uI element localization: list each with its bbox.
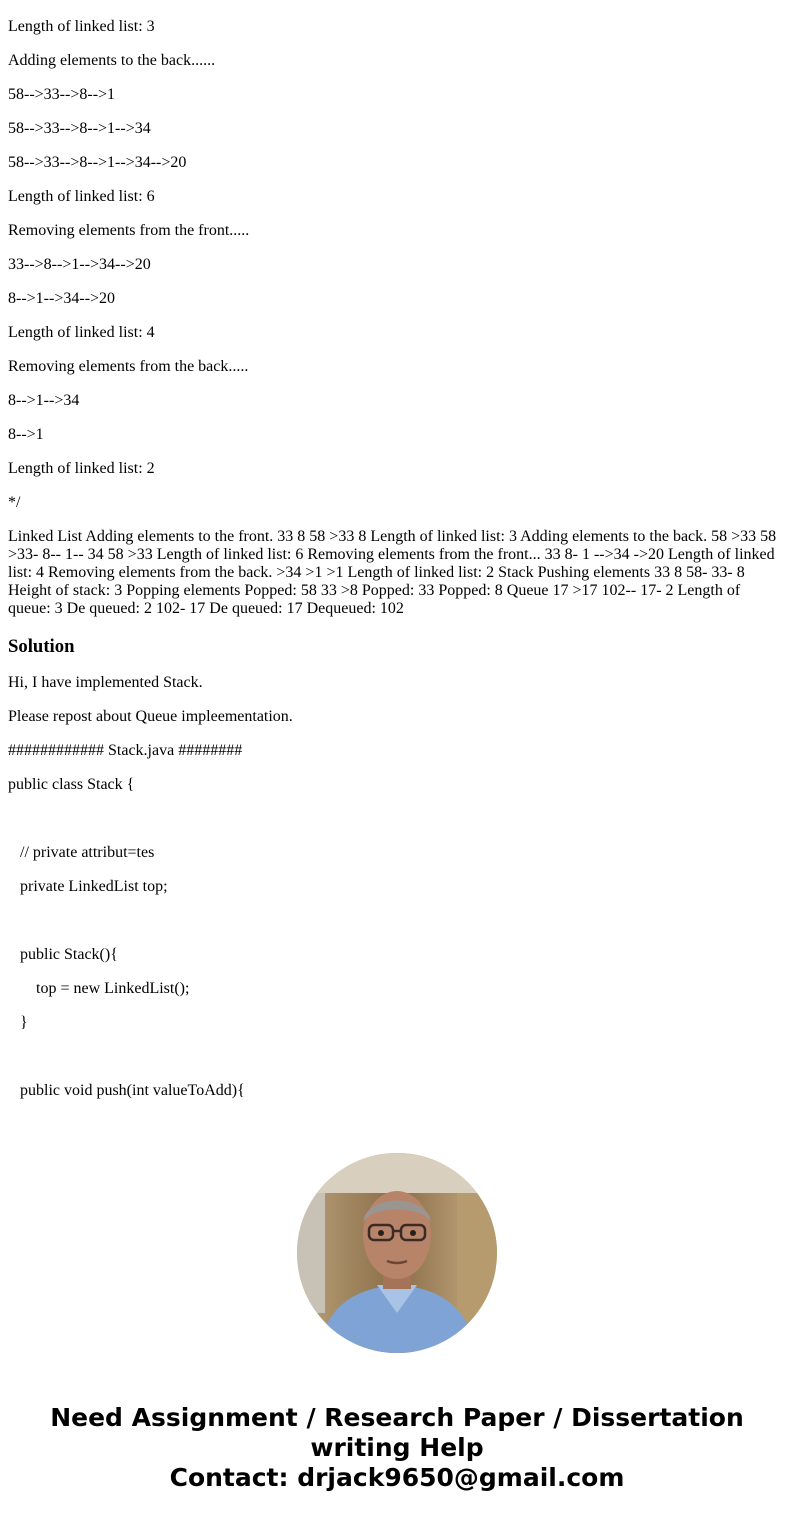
output-line: 58-->33-->8-->1 bbox=[8, 86, 116, 103]
output-line: Length of linked list: 2 bbox=[8, 460, 155, 477]
code-line: // private attribut=tes bbox=[20, 844, 155, 861]
output-line: 8-->1-->34 bbox=[8, 392, 80, 409]
portrait-image bbox=[297, 1153, 497, 1353]
expected-output-paragraph: Linked List Adding elements to the front. 33 8 58 >33 8 Length of linked list: 3 Adding elements to the back. 58 >33 58 >33- 8-- 1-- 34 58 >33 Length of linked list: 6 Removing elements from the front... 33 8- 1 -->34 ->20 Length of linked list: 4 Removing elements from the back. >34 >1 >1 Length of linked list: 2 Stack Pushing elements 33 8 58- 33- 8 Height of stack: 3 Popping elements Popped: 58 33 >8 Popped: 33 Popped: 8 Queue 17 >17 102-- 17- 2 Length of queue: 3 De queued: 2 102- 17 De queued: 17 Dequeued: 102 bbox=[8, 528, 777, 617]
output-line: Length of linked list: 6 bbox=[8, 188, 155, 205]
solution-heading: Solution bbox=[8, 636, 75, 657]
blank-line bbox=[8, 810, 778, 828]
blank-line bbox=[8, 1048, 778, 1066]
output-line: Removing elements from the back..... bbox=[8, 358, 249, 375]
document-body bbox=[8, 0, 778, 1116]
solution-line: Please repost about Queue impleementation. bbox=[8, 708, 293, 725]
code-line: public void push(int valueToAdd){ bbox=[20, 1082, 245, 1099]
output-line: Adding elements to the back...... bbox=[8, 52, 216, 69]
code-line: private LinkedList top; bbox=[20, 878, 168, 895]
code-line: public class Stack { bbox=[8, 776, 135, 793]
output-line: Length of linked list: 3 bbox=[8, 18, 155, 35]
contact-email: Contact: drjack9650@gmail.com bbox=[169, 1463, 625, 1492]
contact-banner bbox=[0, 1403, 794, 1493]
blank-line bbox=[8, 912, 778, 930]
output-line: 8-->1-->34-->20 bbox=[8, 290, 116, 307]
output-line: 8-->1 bbox=[8, 426, 44, 443]
code-line: top = new LinkedList(); bbox=[36, 980, 190, 997]
banner-line: writing Help bbox=[310, 1433, 484, 1462]
code-line: public Stack(){ bbox=[20, 946, 118, 963]
output-line: 58-->33-->8-->1-->34-->20 bbox=[8, 154, 187, 171]
output-line: 33-->8-->1-->34-->20 bbox=[8, 256, 151, 273]
code-line: } bbox=[20, 1014, 28, 1031]
output-line bbox=[8, 0, 778, 2]
output-line: Length of linked list: 4 bbox=[8, 324, 155, 341]
author-photo bbox=[297, 1153, 497, 1353]
solution-line: Hi, I have implemented Stack. bbox=[8, 674, 203, 691]
solution-line: ############ Stack.java ######## bbox=[8, 742, 243, 759]
output-line: 58-->33-->8-->1-->34 bbox=[8, 120, 151, 137]
output-line: Removing elements from the front..... bbox=[8, 222, 250, 239]
banner-line: Need Assignment / Research Paper / Dissertation bbox=[50, 1403, 744, 1432]
output-line: */ bbox=[8, 494, 21, 511]
